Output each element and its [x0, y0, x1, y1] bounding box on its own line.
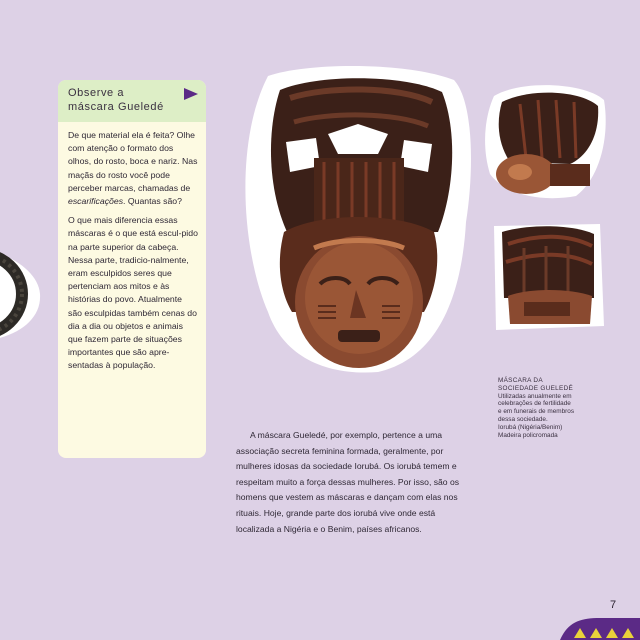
- observe-paragraph-1-emphasis: escarificações: [68, 196, 124, 207]
- caption-title-line1: MÁSCARA DA: [498, 377, 543, 384]
- caption-line-6: dessa sociedade.: [498, 415, 548, 423]
- play-triangle-icon: [184, 88, 198, 100]
- observe-box: [58, 80, 206, 458]
- corner-pattern-decoration: [560, 618, 640, 640]
- page-number: 7: [610, 599, 617, 611]
- body-paragraph: A máscara Gueledé, por exemplo, pertence a uma associação secreta feminina formada, geralmente, por mulheres idosas da sociedade Iorubá. Os iorubá temem e respeitam muito a força dessas mulheres. Por isso, são os homens que vestem as máscaras e dançam com elas nos rituais. Hoje, grande parte dos iorubá vive onde está localizada a Nigéria e o Benim, países africanos.: [236, 430, 460, 534]
- observe-paragraph-1: [68, 129, 198, 208]
- observe-title-line1: Observe a: [68, 87, 125, 99]
- gelede-mask-back-view-image: [488, 218, 606, 336]
- image-caption: [498, 377, 618, 439]
- gelede-mask-main-image: [228, 62, 476, 374]
- observe-paragraph-2: O que mais diferencia essas máscaras é o que está escul-pido na parte superior da cabeça. Nessa parte, tradicio-nalmente, eram esculpidos seres que pertenciam aos mitos e às histórias do povo. Atualmente são esculpidas também cenas do dia a dia ou objetos e animais que fazem parte de situações importantes que são apre-sentadas à população.: [68, 215, 198, 371]
- observe-paragraph-1-text: De que material ela é feita? Olhe com atenção o formato dos olhos, do rosto, boca e nariz. Nas maçãs do rosto você pode perceber marcas, chamadas de: [68, 130, 198, 193]
- gelede-mask-side-view-image: [480, 78, 610, 202]
- caption-line-4: celebrações de fertilidade: [498, 400, 571, 408]
- observe-box-header: [58, 80, 206, 122]
- observe-title-line2: máscara Gueledé: [68, 101, 164, 113]
- caption-line-8: Madeira policromada: [498, 431, 558, 439]
- caption-line-7: Iorubá (Nigéria/Benim): [498, 423, 563, 431]
- observe-paragraph-1-end: . Quantas são?: [123, 196, 182, 207]
- caption-title-line2: SOCIEDADE GUELEDÉ: [498, 384, 574, 392]
- observe-box-body: [58, 122, 206, 385]
- caption-line-5: e em funerais de membros: [498, 408, 575, 416]
- caption-line-3: Utilizadas anualmente em: [498, 392, 572, 400]
- ring-object-image: [0, 238, 46, 350]
